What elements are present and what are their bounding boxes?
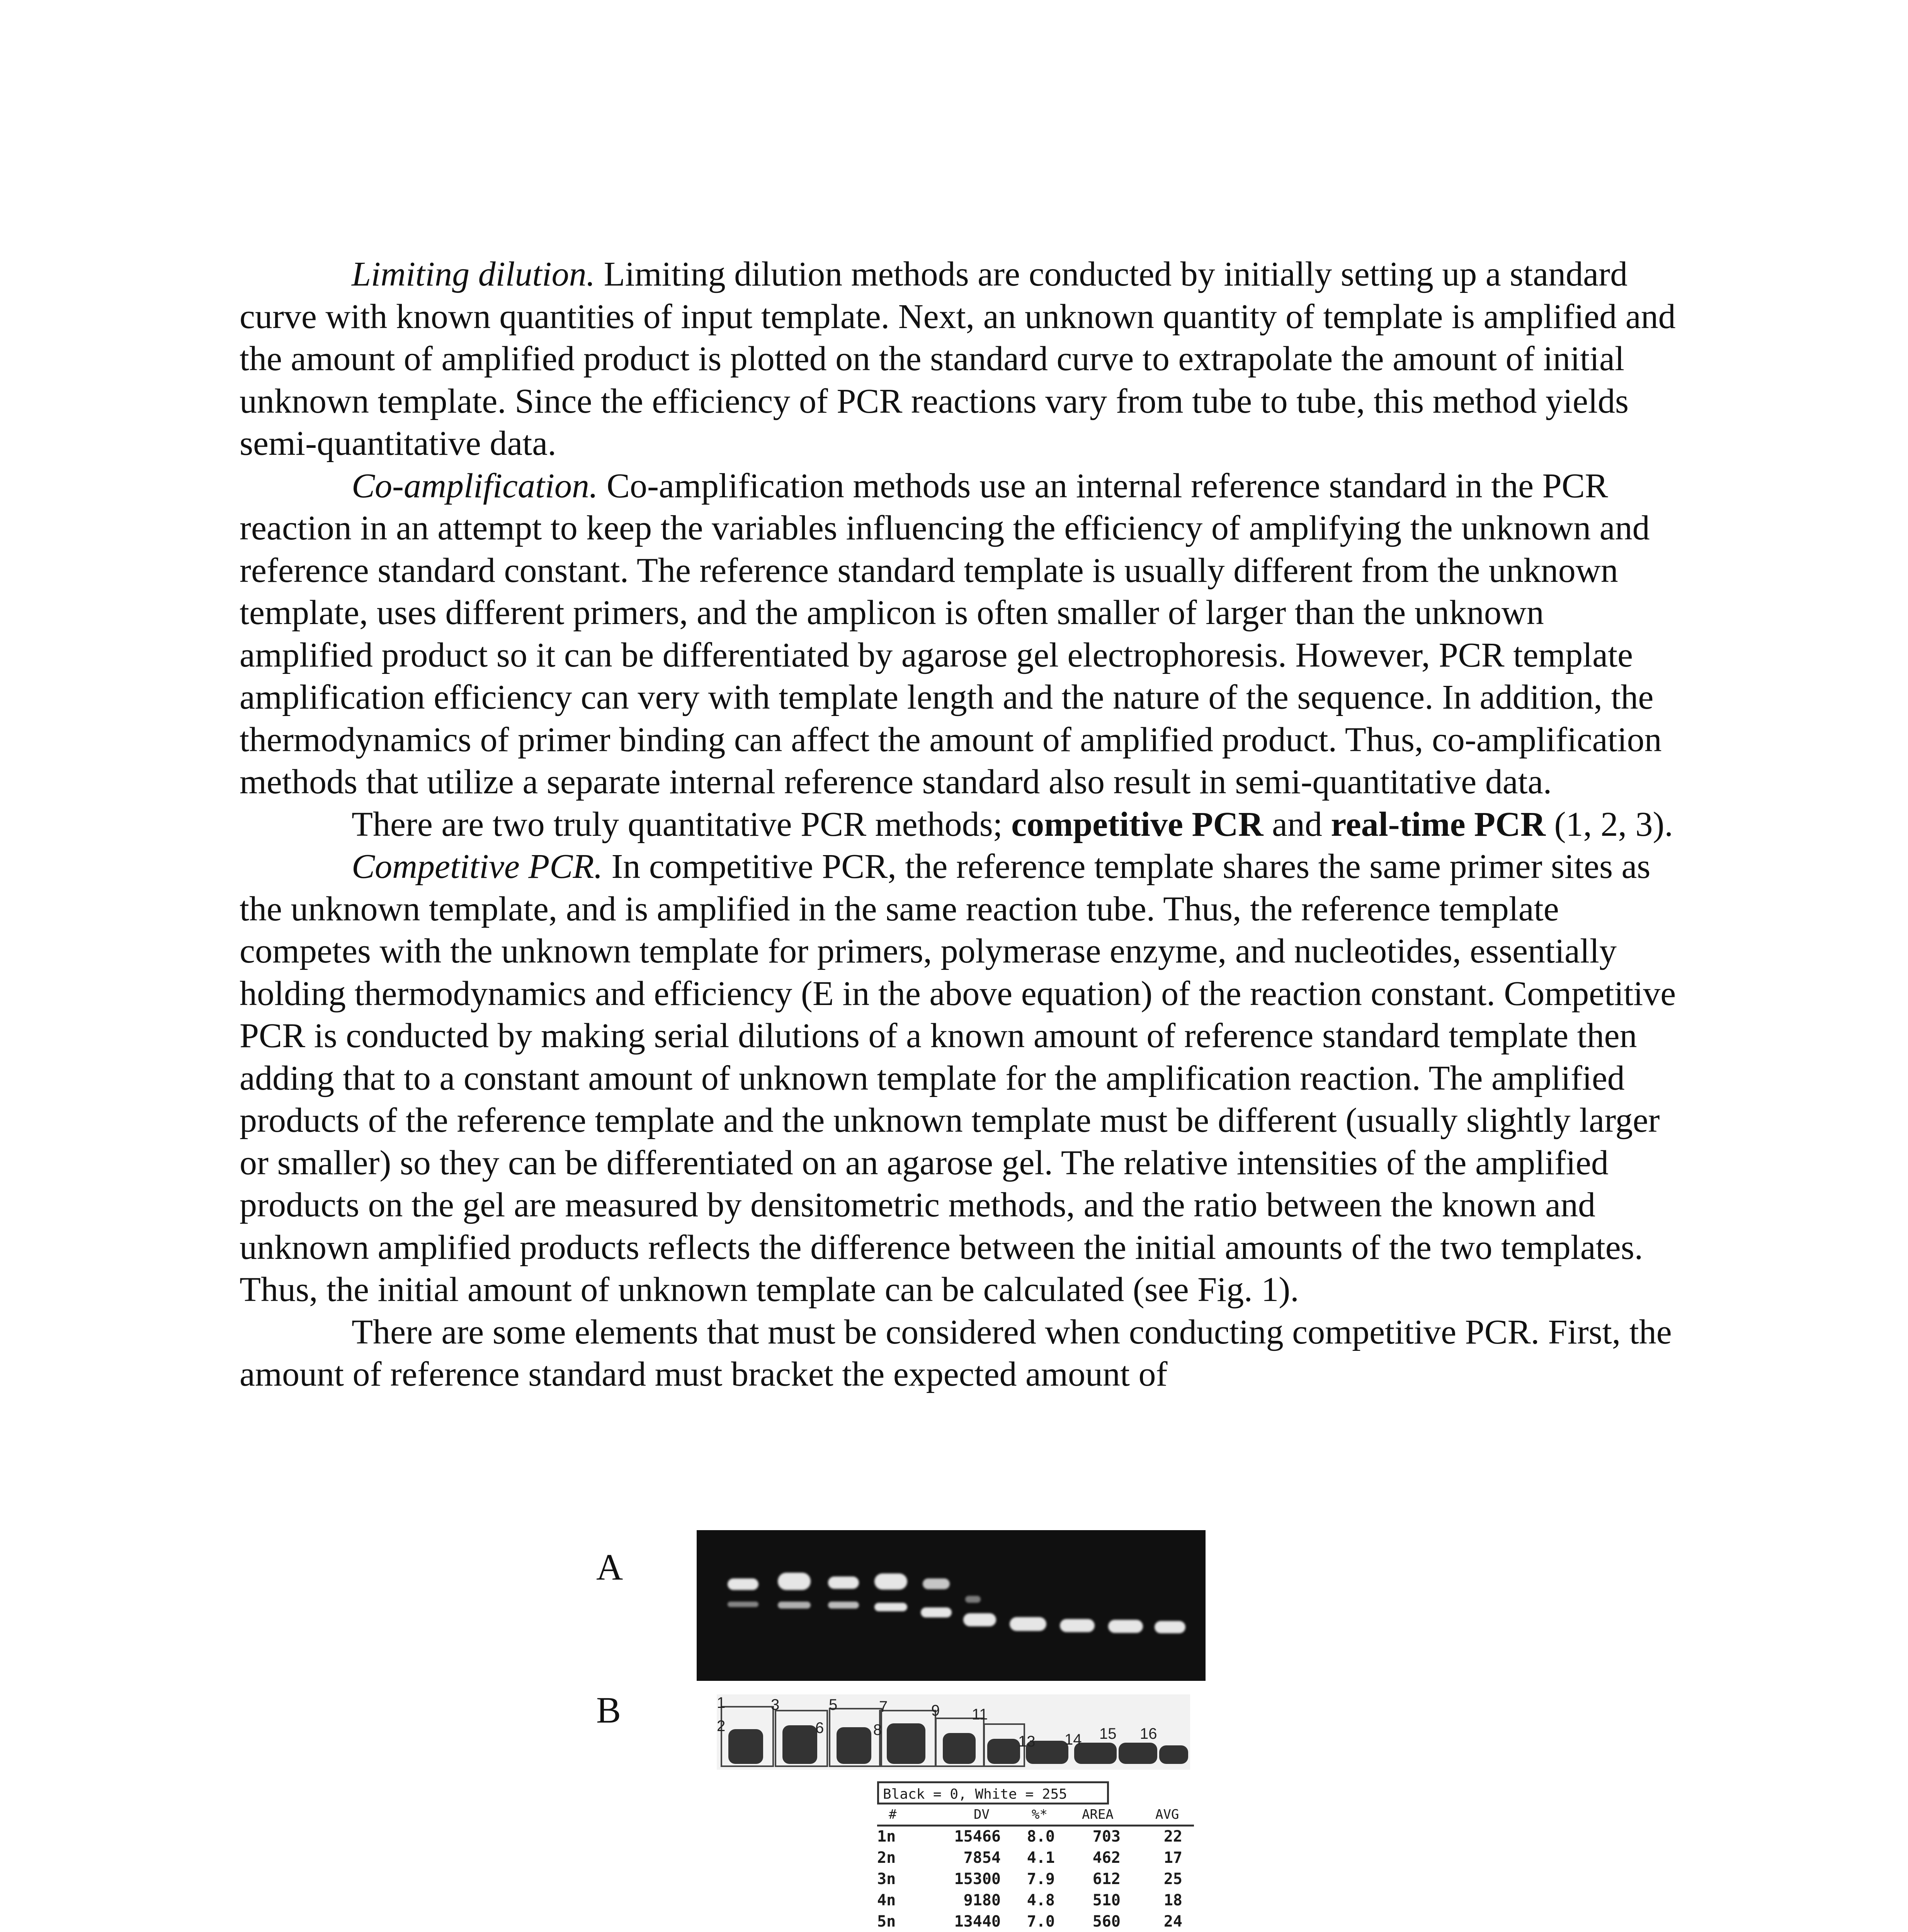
table-row [877,1847,1194,1869]
gel-band [1155,1621,1185,1633]
paragraph-considerations [240,1311,1677,1396]
density-table [877,1781,1194,1932]
gel-band [778,1573,811,1590]
column-header: AVG [1155,1807,1179,1822]
table-cell: 7.0 [1027,1913,1055,1930]
gel-image-b [717,1694,1190,1770]
table-cell: 4n [877,1891,896,1909]
paragraph-text: There are some elements that must be considered when conducting competitive PCR. First, the amount of reference standard must bracket the expected amount of [240,1313,1672,1393]
lane-number: 7 [879,1698,888,1715]
gel-band [874,1603,907,1611]
gel-band [728,1578,758,1590]
table-cell: 7854 [963,1849,1001,1867]
lane-number: 2 [717,1718,726,1735]
gel-band [828,1602,859,1609]
table-cell: 5n [877,1913,896,1930]
lane-number: 5 [829,1696,838,1713]
table-cell: 25 [1163,1870,1182,1888]
paragraph-competitive-pcr [240,845,1677,1311]
table-row [877,1826,1194,1847]
table-cell: 510 [1092,1891,1121,1909]
table-cell: 1n [877,1828,896,1845]
gel-lane [728,1729,763,1764]
lane-number: 16 [1140,1725,1157,1742]
table-cell: 2n [877,1849,896,1867]
table-header-note: Black = 0, White = 255 [877,1781,1109,1804]
gel-band [828,1577,859,1589]
column-header: # [889,1807,897,1822]
table-cell: 17 [1163,1849,1182,1867]
lane-number: 1 [717,1694,726,1711]
heading-limiting-dilution: Limiting dilution. [352,255,595,293]
column-header: AREA [1082,1807,1114,1822]
table-cell: 22 [1163,1828,1182,1845]
table-cell: 703 [1092,1828,1121,1845]
table-row [877,1869,1194,1890]
table-cell: 4.8 [1027,1891,1055,1909]
paragraph-co-amplification [240,465,1677,803]
lane-number: 15 [1099,1725,1117,1742]
table-cell: 8.0 [1027,1828,1055,1845]
table-cell: 4.1 [1027,1849,1055,1867]
table-cell: 7.9 [1027,1870,1055,1888]
paragraph-text: (1, 2, 3). [1546,805,1673,844]
lane-number: 6 [815,1719,824,1736]
gel-band [1108,1620,1143,1633]
paragraph-text: There are two truly quantitative PCR methods; [352,805,1012,844]
gel-lane [1119,1743,1157,1764]
gel-image-a [697,1530,1206,1681]
gel-band [921,1607,952,1617]
term-real-time-pcr: real-time PCR [1331,805,1546,844]
gel-band [778,1602,811,1609]
gel-band [874,1573,907,1590]
gel-band [963,1613,996,1626]
lane-number: 13 [1018,1733,1036,1750]
figure-label-a: A [596,1546,623,1588]
table-cell: 3n [877,1870,896,1888]
gel-band [923,1578,950,1589]
table-cell: 612 [1092,1870,1121,1888]
table-column-headers [877,1805,1194,1825]
table-row [877,1890,1194,1911]
gel-band [1060,1619,1095,1632]
table-cell: 13440 [954,1913,1001,1930]
table-cell: 15300 [954,1870,1001,1888]
table-cell: 15466 [954,1828,1001,1845]
lane-number: 8 [873,1721,882,1738]
column-header: %* [1032,1807,1048,1822]
body-text [240,253,1677,1396]
lane-number: 9 [931,1702,940,1719]
gel-lane [837,1727,871,1764]
heading-co-amplification: Co-amplification. [352,466,598,505]
gel-lane [943,1733,976,1764]
gel-band [965,1596,981,1603]
paragraph-limiting-dilution [240,253,1677,465]
gel-lane [887,1723,925,1764]
gel-band [728,1602,758,1607]
paragraph-quantitative-methods [240,803,1677,846]
table-cell: 462 [1092,1849,1121,1867]
table-body [877,1826,1194,1932]
table-cell: 9180 [963,1891,1001,1909]
table-row [877,1911,1194,1932]
paragraph-text: Limiting dilution methods are conducted by initially setting up a standard curve with known quantities of input template. Next, an unknown quantity of template is amplified and the amount of amplified product is plotted on the standard curve to extrapolate the amount of initial unknown template. Since the efficiency of PCR reactions vary from tube to tube, this method yields semi-quantitative data. [240,255,1676,463]
lane-number: 11 [972,1706,988,1723]
table-cell: 18 [1163,1891,1182,1909]
gel-band [1010,1617,1046,1631]
heading-competitive-pcr: Competitive PCR. [352,847,603,886]
column-header: DV [974,1807,990,1822]
gel-lane [1159,1745,1188,1764]
lane-number: 3 [771,1696,780,1713]
table-cell: 560 [1092,1913,1121,1930]
paragraph-text: and [1263,805,1331,844]
figure-label-b: B [596,1689,621,1731]
table-cell: 24 [1163,1913,1182,1930]
paragraph-text: Co-amplification methods use an internal reference standard in the PCR reaction in an attempt to keep the variables influencing the efficiency of amplifying the unknown and reference standard constant. The reference standard template is usually different from the unknown template, uses different primers, and the amplicon is often smaller of larger than the unknown amplified product so it can be differentiated by agarose gel electrophoresis. However, PCR template amplification efficiency can very with template length and the nature of the sequence. In addition, the thermodynamics of primer binding can affect the amount of amplified product. Thus, co-amplification methods that utilize a separate internal reference standard also result in semi-quantitative data. [240,466,1662,801]
term-competitive-pcr: competitive PCR [1011,805,1263,844]
paragraph-text: In competitive PCR, the reference template shares the same primer sites as the unknown template, and is amplified in the same reaction tube. Thus, the reference template competes with the unknown template for primers, polymerase enzyme, and nucleotides, essentially holding thermodynamics and efficiency (E in the above equation) of the reaction constant. Competitive PCR is conducted by making serial dilutions of a known amount of reference standard template then adding that to a constant amount of unknown template for the amplification reaction. The amplified products of the reference template and the unknown template must be different (usually slightly larger or smaller) so they can be differentiated on an agarose gel. The relative intensities of the amplified products on the gel are measured by densitometric methods, and the ratio between the known and unknown amplified products reflects the difference between the initial amounts of the two templates. Thus, the initial amount of unknown template can be calculated (see Fig. 1). [240,847,1676,1309]
gel-lane [782,1725,817,1764]
gel-lane [987,1739,1020,1764]
lane-number: 14 [1065,1731,1082,1748]
